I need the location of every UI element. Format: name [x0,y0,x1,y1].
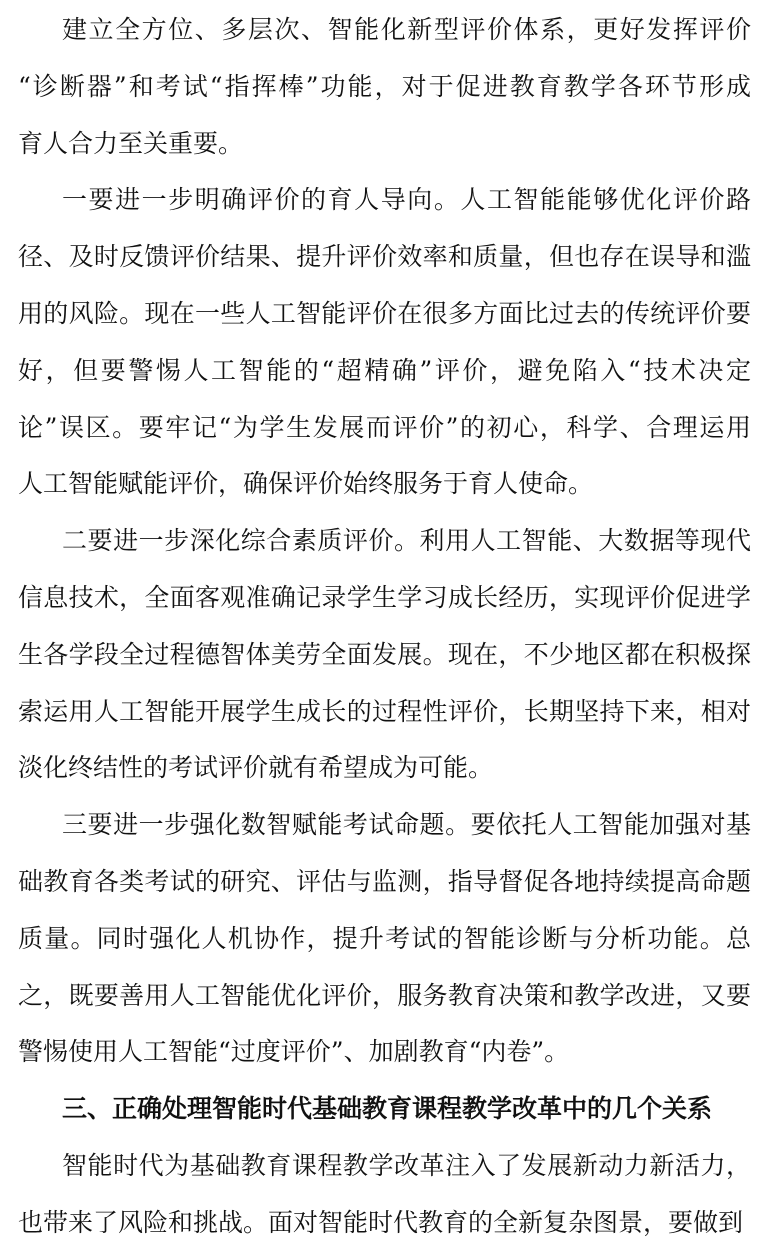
text-line: 三、正确处理智能时代基础教育课程教学改革中的几个关系 [62,1094,713,1124]
paragraph [18,1138,751,1252]
text-line: 础教育各类考试的研究、评估与监测，指导督促各地持续提高命题 [18,866,751,896]
paragraph [18,797,751,1081]
text-line: 育人合力至关重要。 [18,128,244,158]
text-line: 用的风险。现在一些人工智能评价在很多方面比过去的传统评价要 [18,298,751,328]
paragraph [18,513,751,797]
text-line: 二要进一步深化综合素质评价。利用人工智能、大数据等现代 [62,526,751,556]
text-line: 淡化终结性的考试评价就有希望成为可能。 [18,753,494,783]
text-line: 论”误区。要牢记“为学生发展而评价”的初心，科学、合理运用 [18,412,751,442]
text-line: 三要进一步强化数智赋能考试命题。要依托人工智能加强对基 [62,810,751,840]
text-line: 一要进一步明确评价的育人导向。人工智能能够优化评价路 [62,185,751,215]
text-line: 也带来了风险和挑战。面对智能时代教育的全新复杂图景，要做到 [18,1207,744,1237]
paragraph [18,172,751,513]
text-line: 好，但要警惕人工智能的“超精确”评价，避免陷入“技术决定 [18,355,751,385]
text-line: 人工智能赋能评价，确保评价始终服务于育人使命。 [18,469,594,499]
text-line: 智能时代为基础教育课程教学改革注入了发展新动力新活力， [62,1150,751,1180]
text-line: 之，既要善用人工智能优化评价，服务教育决策和教学改进，又要 [18,980,751,1010]
text-line: 信息技术，全面客观准确记录学生学习成长经历，实现评价促进学 [18,582,751,612]
text-line: 生各学段全过程德智体美劳全面发展。现在，不少地区都在积极探 [18,639,751,669]
section-heading [18,1081,751,1138]
text-line: 建立全方位、多层次、智能化新型评价体系，更好发挥评价 [62,15,751,44]
text-line: 索运用人工智能开展学生成长的过程性评价，长期坚持下来，相对 [18,696,751,726]
text-line: “诊断器”和考试“指挥棒”功能，对于促进教育教学各环节形成 [18,71,751,101]
text-line: 警惕使用人工智能“过度评价”、加剧教育“内卷”。 [18,1037,570,1067]
text-line: 质量。同时强化人机协作，提升考试的智能诊断与分析功能。总 [18,923,751,953]
paragraph [18,2,751,172]
text-line: 径、及时反馈评价结果、提升评价效率和质量，但也存在误导和滥 [18,242,751,272]
document-body [18,2,751,1252]
